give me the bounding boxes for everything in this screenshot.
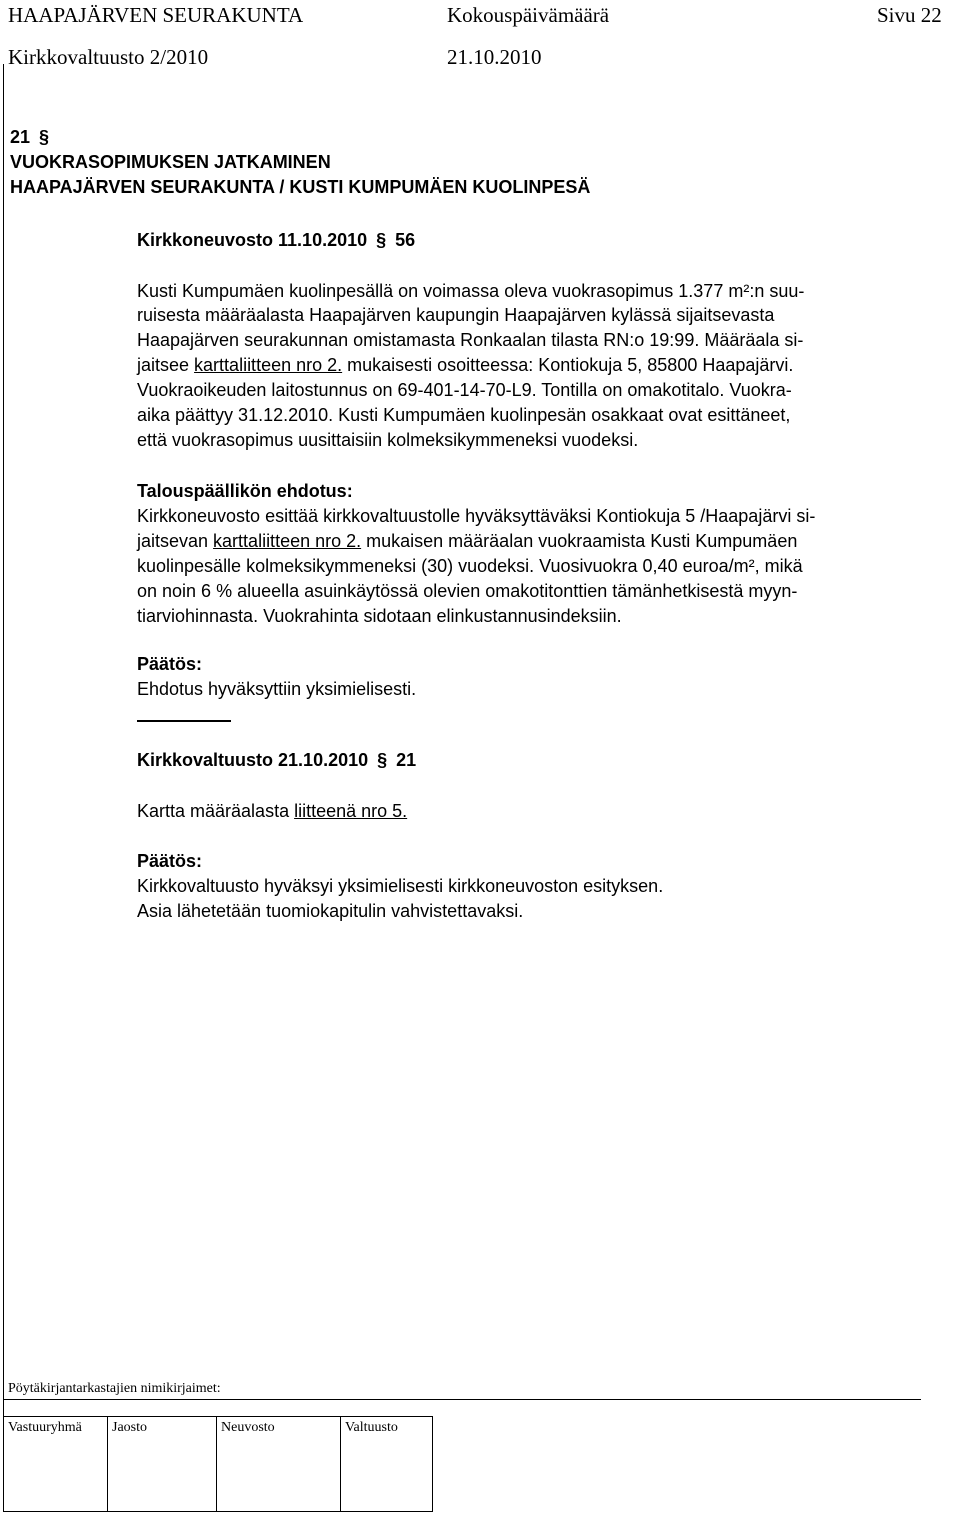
proposal-line-2-post: mukaisen määräalan vuokraamista Kusti Kumpumäen <box>361 531 798 551</box>
proposal-line-3: kuolinpesälle kolmeksikymmeneksi (30) vuodeksi. Vuosivuokra 0,40 euroa/m², mikä <box>137 556 803 576</box>
column-neuvosto: Neuvosto <box>217 1417 341 1512</box>
council-line-2: ruisesta määräalasta Haapajärven kaupungin Haapajärven kylässä sijaitsevasta <box>137 305 775 325</box>
section-number <box>10 127 53 148</box>
left-margin-rule <box>3 64 4 1512</box>
valtuusto-heading-text: Kirkkovaltuusto 21.10.2010 <box>137 750 369 770</box>
council-heading-number: 56 <box>395 230 416 250</box>
footer-rule <box>3 1399 921 1400</box>
header-session: Kirkkovaltuusto 2/2010 <box>8 45 209 69</box>
attachment-line-pre: Kartta määräalasta <box>137 801 295 821</box>
attachment-link-liite-5[interactable]: liitteenä nro 5. <box>294 801 408 821</box>
valtuusto-heading-number: 21 <box>396 750 417 770</box>
proposal-line-2-pre: jaitsevan <box>137 531 214 551</box>
header-page-number: Sivu 22 <box>877 3 942 27</box>
attachment-link-karttaliite[interactable]: karttaliitteen nro 2. <box>194 355 343 375</box>
section-divider-line <box>137 720 231 722</box>
council-line-7: että vuokrasopimus uusittaisiin kolmeksikymmeneksi vuodeksi. <box>137 430 639 450</box>
proposal-line-5: tiarviohinnasta. Vuokrahinta sidotaan elinkustannusindeksiin. <box>137 606 622 626</box>
decision-1-text: Ehdotus hyväksyttiin yksimielisesti. <box>137 679 417 699</box>
decision-2-heading: Päätös: <box>137 851 203 871</box>
responsibility-row <box>4 1417 433 1512</box>
council-line-4-post: mukaisesti osoitteessa: Kontiokuja 5, 85800 Haapajärvi. <box>342 355 794 375</box>
attachment-line <box>137 801 407 822</box>
council-line-4 <box>137 355 793 376</box>
attachment-link-karttaliite-2[interactable]: karttaliitteen nro 2. <box>213 531 362 551</box>
valtuusto-heading <box>137 750 416 771</box>
council-line-6: aika päättyy 31.12.2010. Kusti Kumpumäen kuolinpesän osakkaat ovat esittäneet, <box>137 405 791 425</box>
council-section-symbol-icon: § <box>376 230 387 250</box>
council-line-3: Haapajärven seurakunnan omistamasta Ronkaalan tilasta RN:o 19:99. Määräala si- <box>137 330 804 350</box>
proposal-line-4: on noin 6 % alueella asuinkäytössä olevien omakotitonttien tämänhetkisestä myyn- <box>137 581 798 601</box>
decision-2-line-2: Asia lähetetään tuomiokapitulin vahvistettavaksi. <box>137 901 524 921</box>
council-heading <box>137 230 415 251</box>
council-heading-text: Kirkkoneuvosto 11.10.2010 <box>137 230 368 250</box>
section-number-value: 21 <box>10 127 31 147</box>
signatures-label: Pöytäkirjantarkastajien nimikirjaimet: <box>8 1381 221 1396</box>
decision-2-line-1: Kirkkovaltuusto hyväksyi yksimielisesti kirkkoneuvoston esityksen. <box>137 876 664 896</box>
column-vastuuryhma: Vastuuryhmä <box>4 1417 108 1512</box>
header-date: 21.10.2010 <box>447 45 542 69</box>
section-symbol-icon: § <box>39 127 50 147</box>
header-org: HAAPAJÄRVEN SEURAKUNTA <box>8 3 304 27</box>
section-title-line1: VUOKRASOPIMUKSEN JATKAMINEN <box>10 152 331 172</box>
column-jaosto: Jaosto <box>108 1417 217 1512</box>
council-line-4-pre: jaitsee <box>137 355 195 375</box>
proposal-line-2 <box>137 531 797 552</box>
header-meeting-date-label: Kokouspäivämäärä <box>447 3 610 27</box>
council-line-1: Kusti Kumpumäen kuolinpesällä on voimassa oleva vuokrasopimus 1.377 m²:n suu- <box>137 281 805 301</box>
proposal-line-1: Kirkkoneuvosto esittää kirkkovaltuustolle hyväksyttäväksi Kontiokuja 5 /Haapajärvi si- <box>137 506 816 526</box>
proposal-heading: Talouspäällikön ehdotus: <box>137 481 353 501</box>
responsibility-table <box>3 1416 433 1512</box>
valtuusto-section-symbol-icon: § <box>377 750 388 770</box>
decision-1-heading: Päätös: <box>137 654 203 674</box>
section-title-line2: HAAPAJÄRVEN SEURAKUNTA / KUSTI KUMPUMÄEN KUOLINPESÄ <box>10 177 591 197</box>
column-valtuusto: Valtuusto <box>341 1417 433 1512</box>
council-line-5: Vuokraoikeuden laitostunnus on 69-401-14-70-L9. Tontilla on omakotitalo. Vuokra- <box>137 380 792 400</box>
